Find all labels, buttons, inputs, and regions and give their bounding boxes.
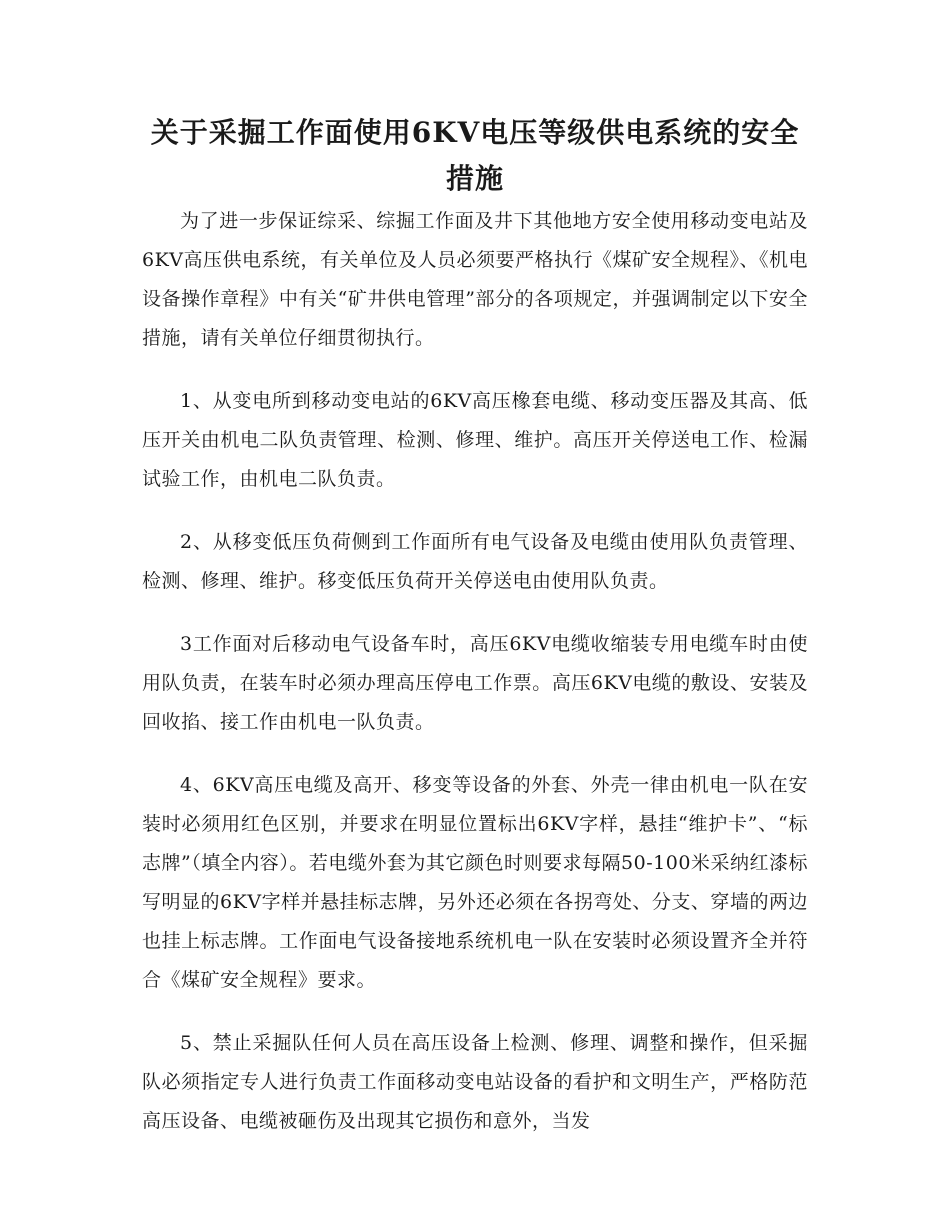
paragraph-item-2: 2、从移变低压负荷侧到工作面所有电气设备及电缆由使用队负责管理、检测、修理、维护。移变低压负荷开关停送电由使用队负责。 [142, 531, 808, 592]
paragraph-item-1: 1、从变电所到移动变电站的6KV高压橡套电缆、移动变压器及其高、低压开关由机电二队负责管理、检测、修理、维护。高压开关停送电工作、检漏试验工作，由机电二队负责。 [142, 390, 808, 490]
document-body [142, 202, 808, 1165]
document-title: 关于采掘工作面使用6KV电压等级供电系统的安全措施 [150, 116, 800, 195]
paragraph-intro: 为了进一步保证综采、综掘工作面及井下其他地方安全使用移动变电站及6KV高压供电系统，有关单位及人员必须要严格执行《煤矿安全规程》、《机电设备操作章程》中有关“矿井供电管理”部分的各项规定，并强调制定以下安全措施，请有关单位仔细贯彻执行。 [142, 210, 809, 349]
paragraph-item-5: 5、禁止采掘队任何人员在高压设备上检测、修理、调整和操作，但采掘队必须指定专人进行负责工作面移动变电站设备的看护和文明生产，严格防范高压设备、电缆被砸伤及出现其它损伤和意外，当发 [142, 1032, 808, 1132]
paragraph-item-4: 4、6KV高压电缆及高开、移变等设备的外套、外壳一律由机电一队在安装时必须用红色区别，并要求在明显位置标出6KV字样，悬挂“维护卡”、“标志牌”（填全内容）。若电缆外套为其它颜色时则要求每隔50-100米采纳红漆标写明显的6KV字样并悬挂标志牌，另外还必须在各拐弯处、分支、穿墙的两边也挂上标志牌。工作面电气设备接地系统机电一队在安装时必须设置齐全并符合《煤矿安全规程》要求。 [142, 774, 808, 991]
paragraph-item-3: 3工作面对后移动电气设备车时，高压6KV电缆收缩装专用电缆车时由使用队负责，在装车时必须办理高压停电工作票。高压6KV电缆的敷设、安装及回收掐、接工作由机电一队负责。 [142, 633, 808, 733]
